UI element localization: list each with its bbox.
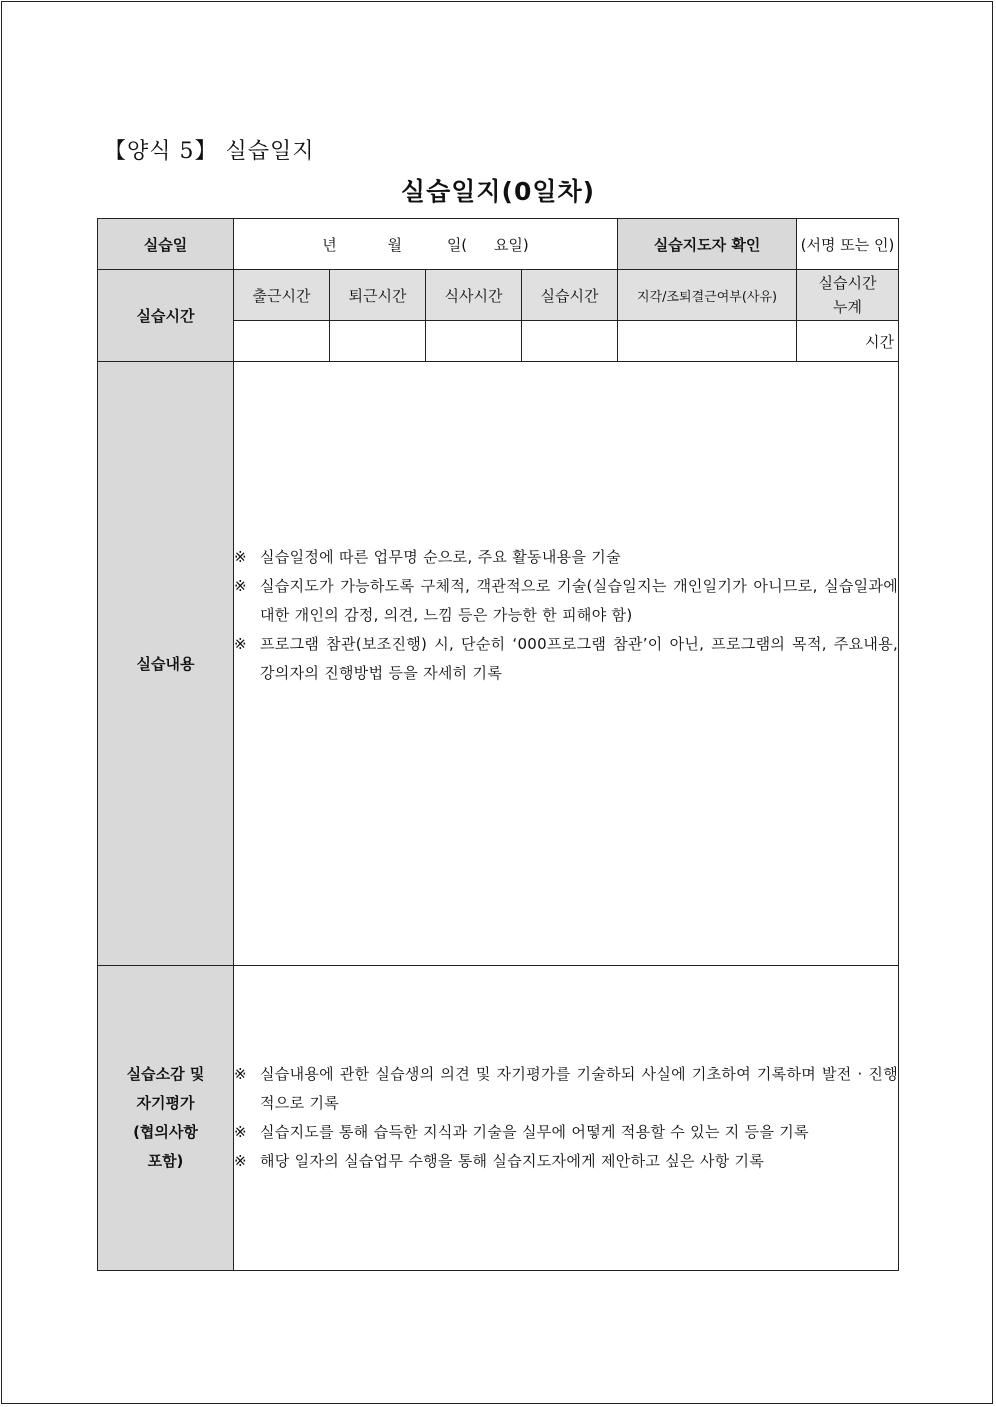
reflection-row xyxy=(98,966,899,1271)
reflection-note: ※ 실습지도를 통해 습득한 지식과 기술을 실무에 어떻게 적용할 수 있는 지 등을 기록 xyxy=(234,1123,809,1141)
col-practice-time: 실습시간 xyxy=(522,270,618,321)
absence-reason-field[interactable] xyxy=(618,321,797,362)
cumulative-hours-field[interactable]: 시간 xyxy=(797,321,899,362)
content-field[interactable] xyxy=(234,362,899,966)
page-title: 실습일지(0일차) xyxy=(400,177,596,206)
date-day: 일( xyxy=(446,235,468,254)
reflection-field[interactable] xyxy=(234,966,899,1271)
cumulative-line2: 누계 xyxy=(833,298,863,316)
meal-time-field[interactable] xyxy=(426,321,522,362)
date-row xyxy=(98,219,899,270)
date-label: 실습일 xyxy=(98,219,234,270)
reflection-label-line: 자기평가 xyxy=(136,1094,195,1112)
reflection-note: ※ 실습내용에 관한 실습생의 의견 및 자기평가를 기술하되 사실에 기초하여 기록하며 발전 · 진행적으로 기록 xyxy=(234,1065,899,1112)
form-label: 【양식 5】 실습일지 xyxy=(104,139,315,164)
col-absence-reason: 지각/조퇴결근여부(사유) xyxy=(618,270,797,321)
cumulative-line1: 실습시간 xyxy=(818,274,877,292)
reflection-label-line: (협의사항 xyxy=(133,1123,198,1141)
content-label: 실습내용 xyxy=(98,362,234,966)
time-label: 실습시간 xyxy=(98,270,234,362)
signature-field[interactable]: (서명 또는 인) xyxy=(797,219,899,270)
reflection-label xyxy=(98,966,234,1271)
col-cumulative xyxy=(797,270,899,321)
date-field[interactable] xyxy=(234,219,618,270)
col-meal-time: 식사시간 xyxy=(426,270,522,321)
reflection-label-line: 포함) xyxy=(147,1152,184,1170)
date-month: 월 xyxy=(387,235,403,254)
practice-log-table xyxy=(97,218,899,1271)
content-note: ※ 프로그램 참관(보조진행) 시, 단순히 ‘000프로그램 참관’이 아닌, 프로그램의 목적, 주요내용, 강의자의 진행방법 등을 자세히 기록 xyxy=(234,635,899,682)
date-year: 년 xyxy=(322,235,337,254)
reflection-label-line: 실습소감 및 xyxy=(126,1065,205,1083)
supervisor-label: 실습지도자 확인 xyxy=(618,219,797,270)
date-weekday: 요일) xyxy=(493,235,529,254)
reflection-note: ※ 해당 일자의 실습업무 수행을 통해 실습지도자에게 제안하고 싶은 사항 기록 xyxy=(234,1152,765,1170)
col-clock-in: 출근시간 xyxy=(234,270,330,321)
col-clock-out: 퇴근시간 xyxy=(330,270,426,321)
clock-in-field[interactable] xyxy=(234,321,330,362)
clock-out-field[interactable] xyxy=(330,321,426,362)
practice-time-field[interactable] xyxy=(522,321,618,362)
content-note: ※ 실습지도가 가능하도록 구체적, 객관적으로 기술(실습일지는 개인일기가 아니므로, 실습일과에 대한 개인의 감정, 의견, 느낌 등은 가능한 한 피해야 함) xyxy=(234,577,899,624)
content-row xyxy=(98,362,899,966)
content-note: ※ 실습일정에 따른 업무명 순으로, 주요 활동내용을 기술 xyxy=(234,548,621,566)
time-header-row xyxy=(98,270,899,321)
